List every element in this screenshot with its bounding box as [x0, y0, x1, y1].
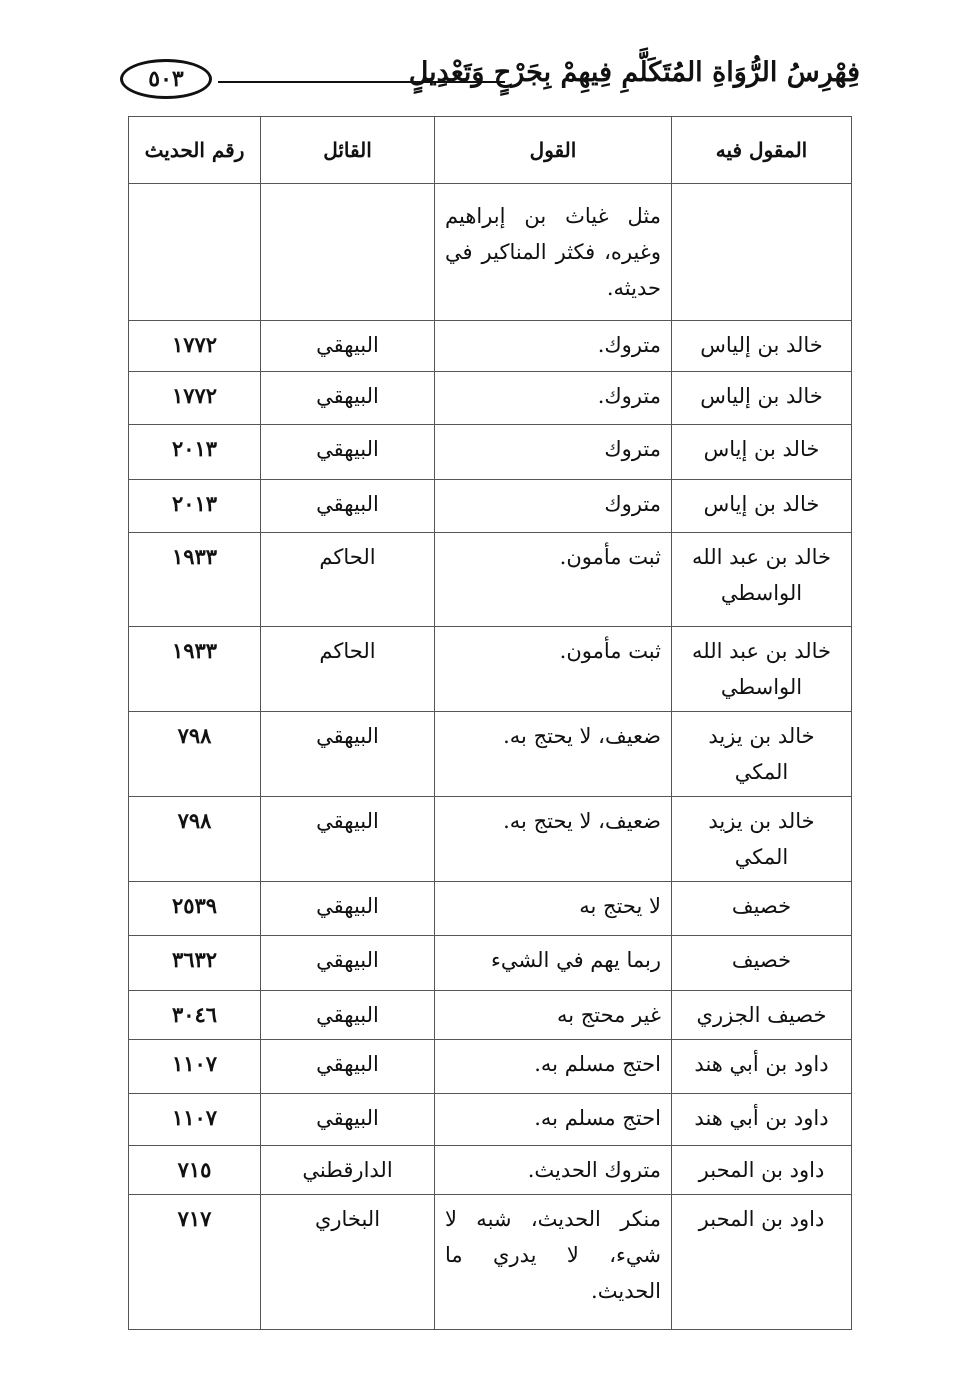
saying-text: احتج مسلم به. — [435, 1040, 672, 1094]
table-row — [129, 425, 852, 480]
saying-text: مثل غياث بن إبراهيم وغيره، فكثر المناكير في حديثه. — [435, 184, 672, 321]
saying-text: ثبت مأمون. — [435, 533, 672, 627]
saying-text: ضعيف، لا يحتج به. — [435, 797, 672, 882]
hadith-number: ٣٠٤٦ — [129, 991, 261, 1040]
saying-text: ضعيف، لا يحتج به. — [435, 712, 672, 797]
speaker-name: الدارقطني — [261, 1146, 435, 1195]
narrator-name: خصيف — [672, 936, 852, 991]
table-row — [129, 936, 852, 991]
saying-text: منكر الحديث، شبه لا شيء، لا يدري ما الحديث. — [435, 1195, 672, 1330]
table-header-row — [129, 117, 852, 184]
hadith-number: ١١٠٧ — [129, 1040, 261, 1094]
column-header-name: المقول فيه — [672, 117, 852, 184]
speaker-name: البيهقي — [261, 882, 435, 936]
hadith-number: ١٧٧٢ — [129, 321, 261, 372]
hadith-number: ٢٥٣٩ — [129, 882, 261, 936]
page-number: ٥٠٣ — [120, 59, 212, 99]
hadith-number: ١٩٣٣ — [129, 627, 261, 712]
hadith-number: ١١٠٧ — [129, 1094, 261, 1146]
narrator-name: داود بن المحبر — [672, 1195, 852, 1330]
hadith-number: ٧٩٨ — [129, 712, 261, 797]
narrator-name: خالد بن عبد الله الواسطي — [672, 627, 852, 712]
narrator-name: خالد بن إياس — [672, 425, 852, 480]
hadith-number: ١٩٣٣ — [129, 533, 261, 627]
saying-text: متروك الحديث. — [435, 1146, 672, 1195]
column-header-speaker: القائل — [261, 117, 435, 184]
table-row — [129, 991, 852, 1040]
table-row — [129, 1040, 852, 1094]
speaker-name: الحاكم — [261, 627, 435, 712]
hadith-number: ٧٩٨ — [129, 797, 261, 882]
narrator-name — [672, 184, 852, 321]
column-header-saying: القول — [435, 117, 672, 184]
hadith-number — [129, 184, 261, 321]
speaker-name: الحاكم — [261, 533, 435, 627]
hadith-number: ٣٦٣٢ — [129, 936, 261, 991]
speaker-name: البيهقي — [261, 372, 435, 425]
table-row — [129, 480, 852, 533]
narrators-table — [128, 116, 852, 1330]
saying-text: غير محتج به — [435, 991, 672, 1040]
table-row — [129, 712, 852, 797]
speaker-name: البيهقي — [261, 425, 435, 480]
narrator-name: خصيف — [672, 882, 852, 936]
table-row — [129, 372, 852, 425]
speaker-name: البيهقي — [261, 480, 435, 533]
narrator-name: خالد بن إلياس — [672, 321, 852, 372]
table-row — [129, 533, 852, 627]
narrator-name: خالد بن يزيد المكي — [672, 712, 852, 797]
table-row — [129, 882, 852, 936]
page-header — [120, 55, 860, 111]
speaker-name: البيهقي — [261, 936, 435, 991]
speaker-name: البيهقي — [261, 991, 435, 1040]
speaker-name: البيهقي — [261, 1040, 435, 1094]
narrator-name: داود بن أبي هند — [672, 1040, 852, 1094]
narrator-name: خصيف الجزري — [672, 991, 852, 1040]
page-title: فِهْرِسُ الرُّوَاةِ المُتَكَلَّمِ فِيهِمْ بِجَرْحٍ وَتَعْدِيلٍ — [408, 57, 860, 88]
narrator-name: خالد بن إلياس — [672, 372, 852, 425]
column-header-number: رقم الحديث — [129, 117, 261, 184]
speaker-name: البيهقي — [261, 712, 435, 797]
saying-text: متروك — [435, 480, 672, 533]
saying-text: احتج مسلم به. — [435, 1094, 672, 1146]
saying-text: متروك. — [435, 372, 672, 425]
hadith-number: ٧١٥ — [129, 1146, 261, 1195]
speaker-name: البيهقي — [261, 797, 435, 882]
table-row — [129, 797, 852, 882]
hadith-number: ١٧٧٢ — [129, 372, 261, 425]
speaker-name: البيهقي — [261, 321, 435, 372]
table-row — [129, 321, 852, 372]
hadith-number: ٢٠١٣ — [129, 480, 261, 533]
table-row — [129, 1094, 852, 1146]
saying-text: ربما يهم في الشيء — [435, 936, 672, 991]
table-row — [129, 184, 852, 321]
speaker-name: البيهقي — [261, 1094, 435, 1146]
speaker-name — [261, 184, 435, 321]
hadith-number: ٧١٧ — [129, 1195, 261, 1330]
narrator-name: داود بن أبي هند — [672, 1094, 852, 1146]
narrator-name: خالد بن إياس — [672, 480, 852, 533]
hadith-number: ٢٠١٣ — [129, 425, 261, 480]
narrator-name: داود بن المحبر — [672, 1146, 852, 1195]
table-row — [129, 1195, 852, 1330]
narrator-name: خالد بن عبد الله الواسطي — [672, 533, 852, 627]
saying-text: لا يحتج به — [435, 882, 672, 936]
saying-text: متروك. — [435, 321, 672, 372]
narrator-name: خالد بن يزيد المكي — [672, 797, 852, 882]
table-row — [129, 1146, 852, 1195]
speaker-name: البخاري — [261, 1195, 435, 1330]
table-row — [129, 627, 852, 712]
saying-text: ثبت مأمون. — [435, 627, 672, 712]
saying-text: متروك — [435, 425, 672, 480]
